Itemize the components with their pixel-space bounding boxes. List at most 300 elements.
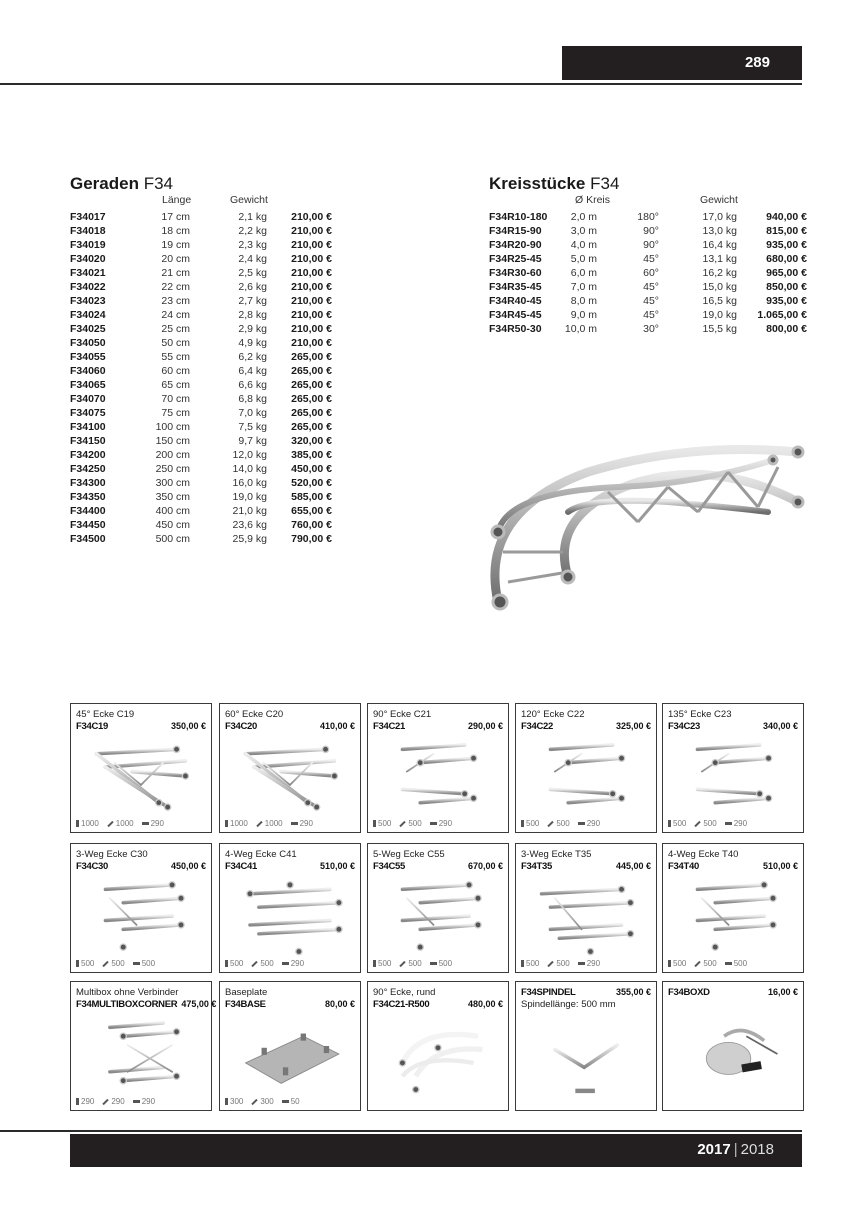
item-angle: 90° bbox=[643, 239, 659, 251]
product-image bbox=[378, 1014, 498, 1094]
item-angle: 45° bbox=[643, 309, 659, 321]
product-code-line bbox=[521, 987, 651, 998]
table-row bbox=[70, 518, 340, 532]
item-price: 800,00 € bbox=[766, 323, 807, 335]
item-diameter: 7,0 m bbox=[570, 281, 597, 293]
circles-title-series: F34 bbox=[590, 174, 620, 193]
product-card-f34multiboxcorner[interactable] bbox=[70, 981, 217, 1111]
product-name: 135° Ecke C23 bbox=[668, 709, 732, 720]
product-code: F34C21 bbox=[373, 721, 405, 732]
item-code: F34R10-180 bbox=[489, 211, 548, 223]
product-code-line bbox=[373, 721, 503, 732]
table-row bbox=[489, 280, 807, 294]
table-row bbox=[70, 336, 340, 350]
dimensions bbox=[668, 959, 747, 968]
item-code: F34021 bbox=[70, 267, 106, 279]
dim-height: 500 bbox=[526, 959, 540, 968]
product-code: F34SPINDEL bbox=[521, 987, 576, 998]
product-price: 670,00 € bbox=[467, 861, 503, 871]
item-weight: 2,7 kg bbox=[238, 295, 267, 307]
product-code-line bbox=[521, 861, 651, 872]
dimensions bbox=[521, 819, 600, 828]
width-icon bbox=[430, 962, 437, 965]
col-weight-header: Gewicht bbox=[230, 194, 268, 206]
dimensions bbox=[521, 959, 600, 968]
item-weight: 2,3 kg bbox=[238, 239, 267, 251]
depth-icon bbox=[256, 820, 262, 826]
product-image bbox=[230, 736, 350, 816]
product-name-line bbox=[373, 709, 503, 720]
item-code: F34300 bbox=[70, 477, 106, 489]
item-length: 18 cm bbox=[161, 225, 190, 237]
item-weight: 13,1 kg bbox=[702, 253, 737, 265]
item-code: F34070 bbox=[70, 393, 106, 405]
item-price: 1.065,00 € bbox=[757, 309, 807, 321]
item-code: F34022 bbox=[70, 281, 106, 293]
item-price: 585,00 € bbox=[291, 491, 332, 503]
height-icon bbox=[76, 960, 79, 967]
item-code: F34023 bbox=[70, 295, 106, 307]
depth-icon bbox=[695, 960, 701, 966]
product-card-f34c19[interactable] bbox=[70, 703, 212, 833]
product-name-line bbox=[521, 709, 651, 720]
year-current: 2017 bbox=[697, 1141, 731, 1158]
item-code: F34200 bbox=[70, 449, 106, 461]
dimensions bbox=[76, 959, 155, 968]
product-price: 80,00 € bbox=[324, 999, 355, 1009]
item-price: 210,00 € bbox=[291, 295, 332, 307]
height-icon bbox=[373, 820, 376, 827]
item-diameter: 6,0 m bbox=[570, 267, 597, 279]
item-length: 400 cm bbox=[155, 505, 190, 517]
item-price: 265,00 € bbox=[291, 351, 332, 363]
item-price: 210,00 € bbox=[291, 225, 332, 237]
product-price: 510,00 € bbox=[319, 861, 355, 871]
depth-icon bbox=[548, 960, 554, 966]
year-next: 2018 bbox=[740, 1141, 774, 1158]
dimensions bbox=[225, 819, 313, 828]
product-code: F34C22 bbox=[521, 721, 553, 732]
table-row bbox=[70, 490, 340, 504]
product-code: F34MULTIBOXCORNER bbox=[76, 999, 178, 1010]
item-angle: 45° bbox=[643, 295, 659, 307]
product-image bbox=[230, 1014, 350, 1094]
product-card-f34c22[interactable] bbox=[515, 703, 657, 833]
item-code: F34R40-45 bbox=[489, 295, 542, 307]
item-code: F34R50-30 bbox=[489, 323, 542, 335]
product-name: 120° Ecke C22 bbox=[521, 709, 585, 720]
dim-width: 500 bbox=[141, 959, 156, 968]
product-name: 3-Weg Ecke T35 bbox=[521, 849, 592, 860]
item-diameter: 2,0 m bbox=[570, 211, 597, 223]
dim-width: 50 bbox=[290, 1097, 300, 1106]
product-card-f34c21[interactable] bbox=[367, 703, 509, 833]
depth-icon bbox=[103, 960, 109, 966]
item-length: 50 cm bbox=[161, 337, 190, 349]
dim-height: 500 bbox=[378, 819, 392, 828]
product-image bbox=[378, 876, 498, 956]
height-icon bbox=[668, 820, 671, 827]
item-weight: 2,5 kg bbox=[238, 267, 267, 279]
item-code: F34350 bbox=[70, 491, 106, 503]
product-code-line bbox=[225, 861, 355, 872]
item-weight: 13,0 kg bbox=[702, 225, 737, 237]
product-subtitle-line bbox=[521, 999, 651, 1010]
table-row bbox=[70, 406, 340, 420]
depth-icon bbox=[548, 820, 554, 826]
col-diameter-header: Ø Kreis bbox=[575, 194, 611, 206]
dim-height: 290 bbox=[81, 1097, 95, 1106]
item-weight: 16,2 kg bbox=[702, 267, 737, 279]
product-name: 4-Weg Ecke T40 bbox=[668, 849, 739, 860]
item-angle: 90° bbox=[643, 225, 659, 237]
dim-depth: 1000 bbox=[115, 819, 134, 828]
item-weight: 16,4 kg bbox=[702, 239, 737, 251]
product-card-f34t40[interactable] bbox=[662, 843, 804, 973]
product-code: F34C21-R500 bbox=[373, 999, 430, 1010]
depth-icon bbox=[400, 820, 406, 826]
item-weight: 19,0 kg bbox=[702, 309, 737, 321]
item-weight: 17,0 kg bbox=[702, 211, 737, 223]
item-weight: 2,8 kg bbox=[238, 309, 267, 321]
dim-width: 290 bbox=[733, 819, 748, 828]
item-weight: 6,2 kg bbox=[238, 351, 267, 363]
product-card-f34c21-r500[interactable] bbox=[367, 981, 509, 1111]
item-length: 70 cm bbox=[161, 393, 190, 405]
product-card-f34t35[interactable] bbox=[515, 843, 657, 973]
item-price: 680,00 € bbox=[766, 253, 807, 265]
depth-icon bbox=[103, 1098, 109, 1104]
table-row bbox=[70, 252, 340, 266]
product-name: 5-Weg Ecke C55 bbox=[373, 849, 445, 860]
item-weight: 14,0 kg bbox=[232, 463, 267, 475]
dimensions bbox=[225, 1097, 300, 1106]
table-row bbox=[489, 252, 807, 266]
product-name-line bbox=[225, 709, 355, 720]
item-length: 100 cm bbox=[155, 421, 190, 433]
dim-width: 290 bbox=[299, 819, 313, 828]
product-card-f34base[interactable] bbox=[219, 981, 361, 1111]
item-weight: 2,4 kg bbox=[238, 253, 267, 265]
table-row bbox=[70, 322, 340, 336]
item-code: F34R30-60 bbox=[489, 267, 542, 279]
table-row bbox=[70, 392, 340, 406]
circles-table bbox=[489, 210, 807, 336]
depth-icon bbox=[695, 820, 701, 826]
depth-icon bbox=[252, 1098, 258, 1104]
table-row bbox=[70, 294, 340, 308]
item-code: F34500 bbox=[70, 533, 106, 545]
item-length: 150 cm bbox=[155, 435, 190, 447]
product-price: 16,00 € bbox=[767, 987, 798, 997]
footer-rule bbox=[0, 1130, 802, 1132]
arc-truss-image bbox=[468, 432, 808, 628]
footer-bar bbox=[70, 1134, 802, 1167]
product-name-line bbox=[76, 987, 206, 998]
dim-depth: 500 bbox=[703, 819, 717, 828]
straights-title bbox=[70, 174, 173, 194]
product-name: 4-Weg Ecke C41 bbox=[225, 849, 297, 860]
item-code: F34055 bbox=[70, 351, 106, 363]
height-icon bbox=[225, 960, 228, 967]
item-length: 22 cm bbox=[161, 281, 190, 293]
table-row bbox=[489, 266, 807, 280]
item-weight: 6,8 kg bbox=[238, 393, 267, 405]
product-code-line bbox=[668, 987, 798, 998]
product-card-f34boxd[interactable] bbox=[662, 981, 804, 1111]
product-image bbox=[230, 876, 350, 956]
product-code-line bbox=[225, 721, 355, 732]
item-length: 500 cm bbox=[155, 533, 190, 545]
product-code: F34C30 bbox=[76, 861, 108, 872]
product-card-f34c55[interactable] bbox=[367, 843, 509, 973]
item-price: 265,00 € bbox=[291, 393, 332, 405]
item-price: 265,00 € bbox=[291, 365, 332, 377]
item-length: 60 cm bbox=[161, 365, 190, 377]
item-code: F34R35-45 bbox=[489, 281, 542, 293]
item-price: 790,00 € bbox=[291, 533, 332, 545]
product-image bbox=[526, 736, 646, 816]
table-row bbox=[489, 210, 807, 224]
item-code: F34R20-90 bbox=[489, 239, 542, 251]
product-name: 90° Ecke C21 bbox=[373, 709, 432, 720]
item-length: 200 cm bbox=[155, 449, 190, 461]
table-row bbox=[70, 238, 340, 252]
product-card-f34c30[interactable] bbox=[70, 843, 212, 973]
product-image bbox=[81, 736, 201, 816]
dim-depth: 290 bbox=[111, 1097, 125, 1106]
depth-icon bbox=[400, 960, 406, 966]
dim-height: 1000 bbox=[81, 819, 99, 828]
item-price: 210,00 € bbox=[291, 337, 332, 349]
dim-height: 500 bbox=[673, 819, 687, 828]
dim-width: 290 bbox=[586, 819, 601, 828]
straights-table bbox=[70, 210, 340, 546]
item-price: 760,00 € bbox=[291, 519, 332, 531]
item-length: 350 cm bbox=[155, 491, 190, 503]
depth-icon bbox=[107, 820, 113, 826]
item-price: 265,00 € bbox=[291, 421, 332, 433]
item-length: 19 cm bbox=[161, 239, 190, 251]
dim-depth: 500 bbox=[556, 819, 570, 828]
straights-title-series: F34 bbox=[143, 174, 174, 193]
item-code: F34018 bbox=[70, 225, 106, 237]
product-name: 90° Ecke, rund bbox=[373, 987, 436, 998]
item-length: 21 cm bbox=[161, 267, 190, 279]
height-icon bbox=[225, 820, 228, 827]
product-code-line bbox=[225, 999, 355, 1010]
dim-width: 500 bbox=[733, 959, 748, 968]
item-price: 385,00 € bbox=[291, 449, 332, 461]
item-price: 210,00 € bbox=[291, 281, 332, 293]
item-weight: 16,0 kg bbox=[232, 477, 267, 489]
product-name-line bbox=[521, 849, 651, 860]
width-icon bbox=[725, 822, 732, 825]
product-name-line bbox=[668, 849, 798, 860]
item-code: F34400 bbox=[70, 505, 106, 517]
table-row bbox=[70, 210, 340, 224]
dim-height: 500 bbox=[526, 819, 540, 828]
item-weight: 2,1 kg bbox=[238, 211, 267, 223]
product-card-f34spindel[interactable] bbox=[515, 981, 657, 1111]
item-diameter: 8,0 m bbox=[570, 295, 597, 307]
item-price: 320,00 € bbox=[291, 435, 332, 447]
dimensions bbox=[373, 819, 452, 828]
product-code: F34C55 bbox=[373, 861, 405, 872]
table-row bbox=[489, 294, 807, 308]
item-price: 210,00 € bbox=[291, 267, 332, 279]
dim-depth: 1000 bbox=[264, 819, 283, 828]
product-code-line bbox=[373, 861, 503, 872]
product-name-line bbox=[76, 709, 206, 720]
dim-width: 290 bbox=[438, 819, 453, 828]
item-weight: 7,0 kg bbox=[238, 407, 267, 419]
table-row bbox=[489, 308, 807, 322]
item-weight: 21,0 kg bbox=[232, 505, 267, 517]
circles-title-bold: Kreisstücke bbox=[489, 174, 586, 193]
dim-depth: 500 bbox=[408, 959, 422, 968]
table-row bbox=[70, 532, 340, 546]
table-row bbox=[70, 378, 340, 392]
item-angle: 60° bbox=[643, 267, 659, 279]
height-icon bbox=[521, 960, 524, 967]
product-image bbox=[673, 876, 793, 956]
header-rule bbox=[0, 83, 802, 85]
product-name: 3-Weg Ecke C30 bbox=[76, 849, 148, 860]
product-code: F34T40 bbox=[668, 861, 699, 872]
item-code: F34024 bbox=[70, 309, 106, 321]
table-row bbox=[70, 462, 340, 476]
dim-height: 500 bbox=[673, 959, 687, 968]
col-length-header: Länge bbox=[162, 194, 192, 206]
product-price: 290,00 € bbox=[467, 721, 503, 731]
item-length: 25 cm bbox=[161, 323, 190, 335]
table-row bbox=[70, 448, 340, 462]
item-code: F34R25-45 bbox=[489, 253, 542, 265]
height-icon bbox=[225, 1098, 228, 1105]
dim-depth: 500 bbox=[408, 819, 422, 828]
product-code-line bbox=[76, 861, 206, 872]
item-code: F34450 bbox=[70, 519, 106, 531]
item-length: 450 cm bbox=[155, 519, 190, 531]
product-price: 410,00 € bbox=[319, 721, 355, 731]
product-price: 510,00 € bbox=[762, 861, 798, 871]
item-angle: 30° bbox=[643, 323, 659, 335]
product-price: 340,00 € bbox=[762, 721, 798, 731]
item-code: F34150 bbox=[70, 435, 106, 447]
item-weight: 7,5 kg bbox=[238, 421, 267, 433]
item-price: 965,00 € bbox=[766, 267, 807, 279]
item-diameter: 9,0 m bbox=[570, 309, 597, 321]
height-icon bbox=[373, 960, 376, 967]
item-price: 265,00 € bbox=[291, 407, 332, 419]
table-row bbox=[489, 322, 807, 336]
item-weight: 16,5 kg bbox=[702, 295, 737, 307]
product-image bbox=[81, 876, 201, 956]
item-length: 17 cm bbox=[161, 211, 190, 223]
dim-depth: 500 bbox=[260, 959, 274, 968]
product-code-line bbox=[521, 721, 651, 732]
dim-height: 1000 bbox=[230, 819, 248, 828]
product-card-f34c20[interactable] bbox=[219, 703, 361, 833]
item-price: 935,00 € bbox=[766, 295, 807, 307]
item-price: 655,00 € bbox=[291, 505, 332, 517]
product-code: F34BOXD bbox=[668, 987, 710, 998]
dim-depth: 500 bbox=[111, 959, 125, 968]
product-subtitle: Spindellänge: 500 mm bbox=[521, 999, 616, 1010]
item-code: F34250 bbox=[70, 463, 106, 475]
item-code: F34050 bbox=[70, 337, 106, 349]
item-diameter: 4,0 m bbox=[570, 239, 597, 251]
width-icon bbox=[133, 962, 140, 965]
product-name-line bbox=[225, 849, 355, 860]
product-code-line bbox=[668, 861, 798, 872]
dim-depth: 300 bbox=[260, 1097, 274, 1106]
item-weight: 6,4 kg bbox=[238, 365, 267, 377]
product-price: 355,00 € bbox=[615, 987, 651, 997]
item-price: 210,00 € bbox=[291, 309, 332, 321]
product-card-f34c41[interactable] bbox=[219, 843, 361, 973]
dim-width: 290 bbox=[150, 819, 164, 828]
item-weight: 9,7 kg bbox=[238, 435, 267, 447]
item-code: F34019 bbox=[70, 239, 106, 251]
height-icon bbox=[668, 960, 671, 967]
item-price: 815,00 € bbox=[766, 225, 807, 237]
item-length: 20 cm bbox=[161, 253, 190, 265]
item-length: 55 cm bbox=[161, 351, 190, 363]
item-length: 65 cm bbox=[161, 379, 190, 391]
product-name-line bbox=[373, 849, 503, 860]
dim-width: 290 bbox=[141, 1097, 156, 1106]
item-weight: 15,5 kg bbox=[702, 323, 737, 335]
item-code: F34020 bbox=[70, 253, 106, 265]
dimensions bbox=[76, 1097, 155, 1106]
width-icon bbox=[142, 822, 149, 825]
width-icon bbox=[282, 962, 289, 965]
table-row bbox=[70, 364, 340, 378]
item-weight: 19,0 kg bbox=[232, 491, 267, 503]
item-weight: 15,0 kg bbox=[702, 281, 737, 293]
dim-depth: 500 bbox=[556, 959, 570, 968]
item-weight: 2,6 kg bbox=[238, 281, 267, 293]
item-code: F34060 bbox=[70, 365, 106, 377]
table-row bbox=[70, 420, 340, 434]
dim-width: 290 bbox=[290, 959, 305, 968]
product-name: 45° Ecke C19 bbox=[76, 709, 135, 720]
product-price: 480,00 € bbox=[467, 999, 503, 1009]
dim-height: 500 bbox=[81, 959, 95, 968]
item-code: F34025 bbox=[70, 323, 106, 335]
item-diameter: 3,0 m bbox=[570, 225, 597, 237]
item-price: 210,00 € bbox=[291, 253, 332, 265]
item-weight: 23,6 kg bbox=[232, 519, 267, 531]
product-code: F34C20 bbox=[225, 721, 257, 732]
product-image bbox=[673, 1014, 793, 1094]
item-price: 210,00 € bbox=[291, 323, 332, 335]
item-code: F34075 bbox=[70, 407, 106, 419]
header-bar bbox=[562, 46, 802, 80]
dim-height: 500 bbox=[230, 959, 244, 968]
item-weight: 4,9 kg bbox=[238, 337, 267, 349]
product-code-line bbox=[373, 999, 503, 1010]
product-image bbox=[81, 1014, 201, 1094]
height-icon bbox=[521, 820, 524, 827]
item-angle: 45° bbox=[643, 253, 659, 265]
product-card-f34c23[interactable] bbox=[662, 703, 804, 833]
dimensions bbox=[668, 819, 747, 828]
dimensions bbox=[373, 959, 452, 968]
product-code: F34BASE bbox=[225, 999, 266, 1010]
